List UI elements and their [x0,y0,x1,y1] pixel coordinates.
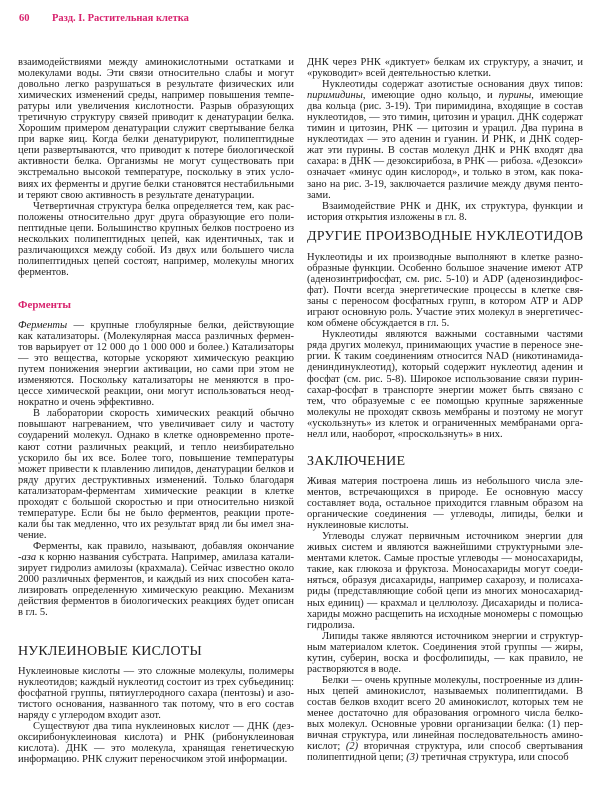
text-line [18,552,294,563]
paragraph [307,675,583,763]
text-line [307,498,583,509]
text-line [307,686,583,697]
text: В лаборатории скорость химических реакций обычно [33,408,294,420]
text-line [18,320,294,331]
text: тимин и цитозин, РНК — цитозин и урацил. Два пурина в [307,123,583,135]
text: взаимодействиями между аминокислотными остатками и [18,57,294,68]
text-line [18,408,294,419]
text: виях их ферменты и другие белки становятся нестабильными [18,178,294,190]
text: такие, как глюкоза и фруктоза. Моносахариды могут соеди- [307,564,583,576]
text: полипептидной цепи; [307,752,407,764]
text: кали бы так медленно, что их результат вряд ли бы имел зна- [18,518,294,530]
text: цепи развертываются, что приводит к потере биологической [18,145,294,157]
section-heading-conclusion: ЗАКЛЮЧЕНИЕ [307,454,406,469]
text: ком обмене обсуждается в гл. 5. [307,318,450,330]
text-line [307,509,583,520]
text: действия ферментов в биологических реакциях будет описан [18,596,294,608]
text: гидролиза. [307,619,355,631]
text-line [307,407,583,418]
text: Белки — очень крупные молекулы, построенные из длин- [322,674,583,686]
text: вичная структура, или линейная последовательность амино- [307,730,583,742]
text: кислота). ДНК — это молекула, хранящая генетическую [18,743,294,755]
text-line [307,741,583,752]
text: ментов, встречающихся в природе. Ее основную массу [307,487,583,499]
text-line [307,553,583,564]
text: Углеводы служат первичным источником энергии для [322,531,583,543]
text: молекулами воды. Эти связи относительно слабы и могут [18,68,294,80]
text: нелл или, наоборот, «проскользнуть» в них. [307,428,503,440]
text: сахар-фосфат в транспорте энергии может быть связано с [307,384,583,396]
text: хариды можно расщепить на исходные мономеры с помощью [307,608,583,620]
text-line [307,112,583,123]
text-line [307,274,583,285]
text-line [307,57,583,68]
paragraph [18,320,294,408]
text-line [307,708,583,719]
text-line [307,476,583,487]
text-line [307,385,583,396]
text: Взаимодействие РНК и ДНК, их структура, функции и [322,200,583,212]
text-line [307,307,583,318]
text-line [18,134,294,145]
text: цессе химической реакции, они могут использоваться неод- [18,386,294,398]
text: тистого основания, названного так потому, что в его состав [18,699,294,711]
text: информацию. РНК служит переносчиком этой информации. [18,754,288,766]
text: — крупные глобулярные белки, действующие [67,320,294,331]
text-line [307,531,583,542]
text-line [18,419,294,430]
text-line [307,179,583,190]
text-line [18,721,294,732]
text: ускорило бы их все. Более того, повышение температуры [18,452,294,464]
text: Существуют два типа нуклеиновых кислот — ДНК (дез- [33,721,294,733]
text-line [307,730,583,741]
text-line [307,653,583,664]
text-line [18,123,294,134]
text: ряду других деструктивных изменений. Только благодаря [18,474,294,486]
text: лизировать определенную химическую реакцию. Механизм [18,585,294,597]
text: к корню названия субстрата. Например, амилаза катали- [36,551,294,563]
text-block [18,320,294,618]
text: образные функции. Особенно большое значение имеют ATP [307,263,583,275]
text: (аденозинтрифосфат, см. рис. 5-10) и ADP (аденозиндифос- [307,274,583,286]
page-number: 60 [19,13,30,24]
text: кают сотни различных реакций, и тепло неизбирательно [18,441,294,453]
text-line [307,123,583,134]
text: сахара: в ДНК — дезоксирибоза, в РНК — рибоза. «Дезокси» [307,156,583,168]
paragraph [307,201,583,223]
text-line [307,68,583,79]
text: оксирибонуклеиновая кислота) и РНК (рибонуклеиновая [18,732,294,744]
text-line [18,442,294,453]
text: различающихся между собой. Из двух или большего числа [18,244,294,256]
text-line [307,620,583,631]
text-line [18,201,294,212]
text-line [307,520,583,531]
text-line [307,642,583,653]
text: ряда других молекул, принимающих участие в переносе эне- [307,340,583,352]
text-line [307,79,583,90]
text-line [18,754,294,765]
text-line [18,453,294,464]
text-line [18,497,294,508]
text: химических изменений среды, например повышения темпе- [18,90,294,102]
text: состав белков входит всего 20 аминокислот, которых тем не [307,696,583,708]
text-line [18,574,294,585]
text: нуклеотидов; каждый нуклеотид состоит из трех субъединиц: [18,677,294,689]
text: Липиды также являются источником энергии и структур- [322,630,583,642]
paragraph [18,721,294,765]
text: катализаторам-ферментам химические реакции в клетке [18,485,294,497]
text: играют основную роль. Участие этих молекул в энергетичес- [307,307,583,319]
text: экстремально высокой температуре, поскольку в этих усло- [18,167,294,179]
paragraph [307,252,583,329]
text-line [18,732,294,743]
text-line [18,156,294,167]
text-line [18,234,294,245]
paragraph [307,631,583,675]
text-line [18,688,294,699]
text: составляет вода, остальное приходится главным образом на [307,498,583,510]
text: вых молекул. Основные уровни организации белка: (1) пер- [307,719,583,731]
text: риды (представляющие собой цепи из многих моносахарид- [307,586,583,598]
text-line [18,167,294,178]
text: органические соединения — углеводы, липиды, белки и [307,509,583,521]
text-line [18,585,294,596]
text: и теряют свою активность в результате денатурации. [18,189,255,201]
text: нуклеотидах — это аденин и гуанин. И РНК, и ДНК содер- [307,134,583,146]
text-line [307,90,583,101]
text-line [18,331,294,342]
text: ных единиц) — крахмал и целлюлозу. Дисахариды и полиса- [307,597,583,609]
text-line [18,596,294,607]
paragraph [18,201,294,278]
text: ферментов. [18,266,69,278]
text: путем понижения энергии активации, но сами при этом не [18,364,294,376]
text-line [18,486,294,497]
text-line [18,179,294,190]
text: кислот; [307,741,346,753]
text: зами. [307,189,331,201]
text: чение. [18,529,47,541]
text-block [307,57,583,223]
text-line [307,329,583,340]
text: тем, что образуемые с ее помощью крупные заряженные [307,395,583,407]
text-line [307,598,583,609]
text-line [18,464,294,475]
text: полипептидных цепей состоят, например, молекулы многих [18,255,294,267]
text-line [307,719,583,730]
text-line [18,699,294,710]
text-line [307,101,583,112]
text-block [307,252,583,440]
text: третичную структуру связей приводит к денатурации белка. [18,112,294,124]
text: кутин, суберин, воска и фосфолипиды, — как правило, не [307,652,583,664]
text-line [18,666,294,677]
text-line [307,351,583,362]
text-line [18,112,294,123]
text: наряду с углеродом входит азот. [18,710,161,722]
text-line [307,675,583,686]
text: проходят с большой скоростью и при относительно низкой [18,496,294,508]
text: фат). Почти всегда энергетические процессы в клетке свя- [307,285,583,297]
text: активности белка. Организмы не могут существовать при [18,156,294,168]
text: тов варьирует от 12 000 до 1 000 000 и более.) Катализаторы [18,342,294,354]
text: ментами клеток. Самые простые углеводы — моносахариды, [307,553,583,565]
text: Хорошим примером денатурации служит свертывание белка [18,123,294,135]
text-line [18,541,294,552]
text-line [307,190,583,201]
text-line [307,542,583,553]
text: 2000 различных ферментов, и каждый из них способен ката- [18,574,294,586]
text: два кольца (рис. 3-19). Три пиримидина, входящие в состав [307,101,583,113]
text-line [307,609,583,620]
text-line [18,508,294,519]
paragraph [307,79,583,201]
text-block [18,57,294,278]
text-line [307,631,583,642]
text: при варке яиц. Когда белки денатурируют, полипептидные [18,134,294,146]
text: менее достаточно для образования огромного числа белко- [307,707,583,719]
text-line [307,487,583,498]
text: довольно легко разрушаться в результате физических или [18,79,294,91]
paragraph [307,57,583,79]
text-line [18,710,294,721]
text: ным материалом клеток. Соединения этой группы — жиры, [307,641,583,653]
text-line [18,519,294,530]
text: молекулы не проходят сквозь мембраны и поэтому не могут [307,406,583,418]
text-line [18,245,294,256]
text-line [18,743,294,754]
text: — это вещества, которые ускоряют химическую реакцию [18,353,294,365]
text: температуре. Если бы не было ферментов, реакции проте- [18,507,294,519]
text-line [307,396,583,407]
text-line [307,252,583,263]
text: «ускользнуть» из клеток и ограниченных мембранами орга- [307,417,583,429]
text: няться, образуя дисахариды, например сахарозу, и полисаха- [307,575,583,587]
text: может привести к плавлению липидов, денатурации белков и [18,463,294,475]
text-line [18,190,294,201]
text: Нуклеотиды содержат азотистые основания двух типов: [322,79,583,91]
text-line [18,375,294,386]
text-line [307,575,583,586]
section-heading-nucleic-acids: НУКЛЕИНОВЫЕ КИСЛОТЫ [18,644,202,659]
text-line [307,362,583,373]
text-line [18,212,294,223]
text: зано на рис. 3-19, заключается различие между двумя пенто- [307,178,583,190]
text: нуклеиновые кислоты. [307,520,409,532]
text-line [307,145,583,156]
text-line [18,68,294,79]
text-line [18,386,294,397]
text-line [307,212,583,223]
text-line [307,167,583,178]
text-line [18,475,294,486]
text-line [18,256,294,267]
paragraph [307,531,583,630]
text-line [18,353,294,364]
text: нескольких полипептидных цепей, как идентичных, так и [18,233,294,245]
text-line [307,752,583,763]
text: живых систем и являются важнейшими структурными эле- [307,542,583,554]
text: Нуклеиновые кислоты — это сложные молекулы, полимеры [18,666,294,677]
text: ДНК через РНК «диктует» белкам их структуру, а значит, и [307,57,583,68]
text-line [307,586,583,597]
text: ных цепей аминокислот, называемых полипептидами. В [307,685,583,697]
italic-text: Ферменты [18,320,68,331]
text-line [307,418,583,429]
italic-text: -аза [18,551,37,563]
text: Четвертичная структура белка определяется тем, как рас- [33,200,294,212]
text-line [307,134,583,145]
text-line [307,340,583,351]
text: Нуклеотиды и их производные выполняют в клетке разно- [307,252,583,263]
text: пептидные цепи. Большинство крупных белков построено из [18,222,294,234]
text-line [18,90,294,101]
paragraph [18,666,294,721]
text-line [18,267,294,278]
paragraph [18,57,294,201]
text-line [18,145,294,156]
text-line [307,664,583,675]
text-line [18,530,294,541]
text-line [307,296,583,307]
text-line [307,156,583,167]
text-block [307,476,583,763]
text-line [18,563,294,574]
text: «руководит» всей деятельностью клетки. [307,68,491,80]
text: в гл. 5. [18,607,48,619]
text: жат эти пурины. В состав молекул ДНК и РНК входят два [307,145,583,157]
text: ргии. К таким соединениям относится NAD (никотинамида- [307,351,583,363]
text-line [307,697,583,708]
italic-text: (3) [406,752,419,764]
text: заны с переносом фосфатных групп, в котором ATP и ADP [307,296,583,308]
text: фосфатной группы, пятиуглеродного сахара (пентозы) и азо- [18,688,294,700]
text: Ферменты, как правило, называют, добавляя окончание [33,540,294,552]
text: фосфат (см. рис. 5-8). Широкое использование связи пурин- [307,373,583,385]
italic-text: пиримидины [307,90,363,102]
text: Нуклеотиды являются важными составными частями [322,329,583,341]
paragraph [18,408,294,541]
text-line [18,223,294,234]
text-line [18,79,294,90]
text-line [307,263,583,274]
text: нуклеотидов, — это тимин, цитозин и урацил. ДНК содержат [307,112,583,124]
italic-text: (2) [345,741,359,753]
text: дениндинуклеотид), который содержит нуклеотид аденин и [307,362,583,374]
text: положены относительно друг друга образующие его поли- [18,211,294,223]
text-line [18,342,294,353]
text-line [307,429,583,440]
section-heading-enzymes: Ферменты [18,299,71,311]
text-line [18,677,294,688]
text-line [307,374,583,385]
text-line [307,318,583,329]
text: растворяются в воде. [307,663,401,675]
text-line [18,101,294,112]
text: соударений молекул. Однако в клетке одновременно проте- [18,430,294,442]
text: , имеющие одно кольцо, и [362,90,499,102]
text: изменяются. Поскольку катализаторы не меняются в про- [18,375,294,387]
text-line [18,57,294,68]
text: означает «минус один кислород», и только в этом, как пока- [307,167,583,179]
paragraph [307,476,583,531]
text-line [18,397,294,408]
text-line [18,607,294,618]
text: Живая материя построена лишь из небольшого числа эле- [307,476,583,487]
text: зирует гидролиз амилозы (крахмала). Сейчас известно около [18,563,294,575]
text: ратуры или увеличения кислотности. Разрыв образующих [18,101,294,113]
text: нократно и очень эффективно. [18,397,155,409]
paragraph [307,329,583,439]
section-heading-other-nucleotide-derivatives: ДРУГИЕ ПРОИЗВОДНЫЕ НУКЛЕОТИДОВ [307,229,584,244]
text: повышают нагреванием, что увеличивает силу и частоту [18,419,294,431]
text-line [307,564,583,575]
paragraph [18,541,294,618]
text-line [18,364,294,375]
text-line [307,285,583,296]
text-line [18,430,294,441]
text: вторичная структура, или способ свертывания [358,741,583,753]
text: третичная структура, или способ [418,752,569,764]
text-block [18,666,294,765]
text: , имеющие [531,90,583,102]
running-title: Разд. I. Растительная клетка [52,13,189,24]
text-line [307,201,583,212]
text: как катализаторы. (Молекулярная масса различных фермен- [18,331,294,343]
italic-text: пурины [498,90,532,102]
text: история открытия изложены в гл. 8. [307,211,467,223]
